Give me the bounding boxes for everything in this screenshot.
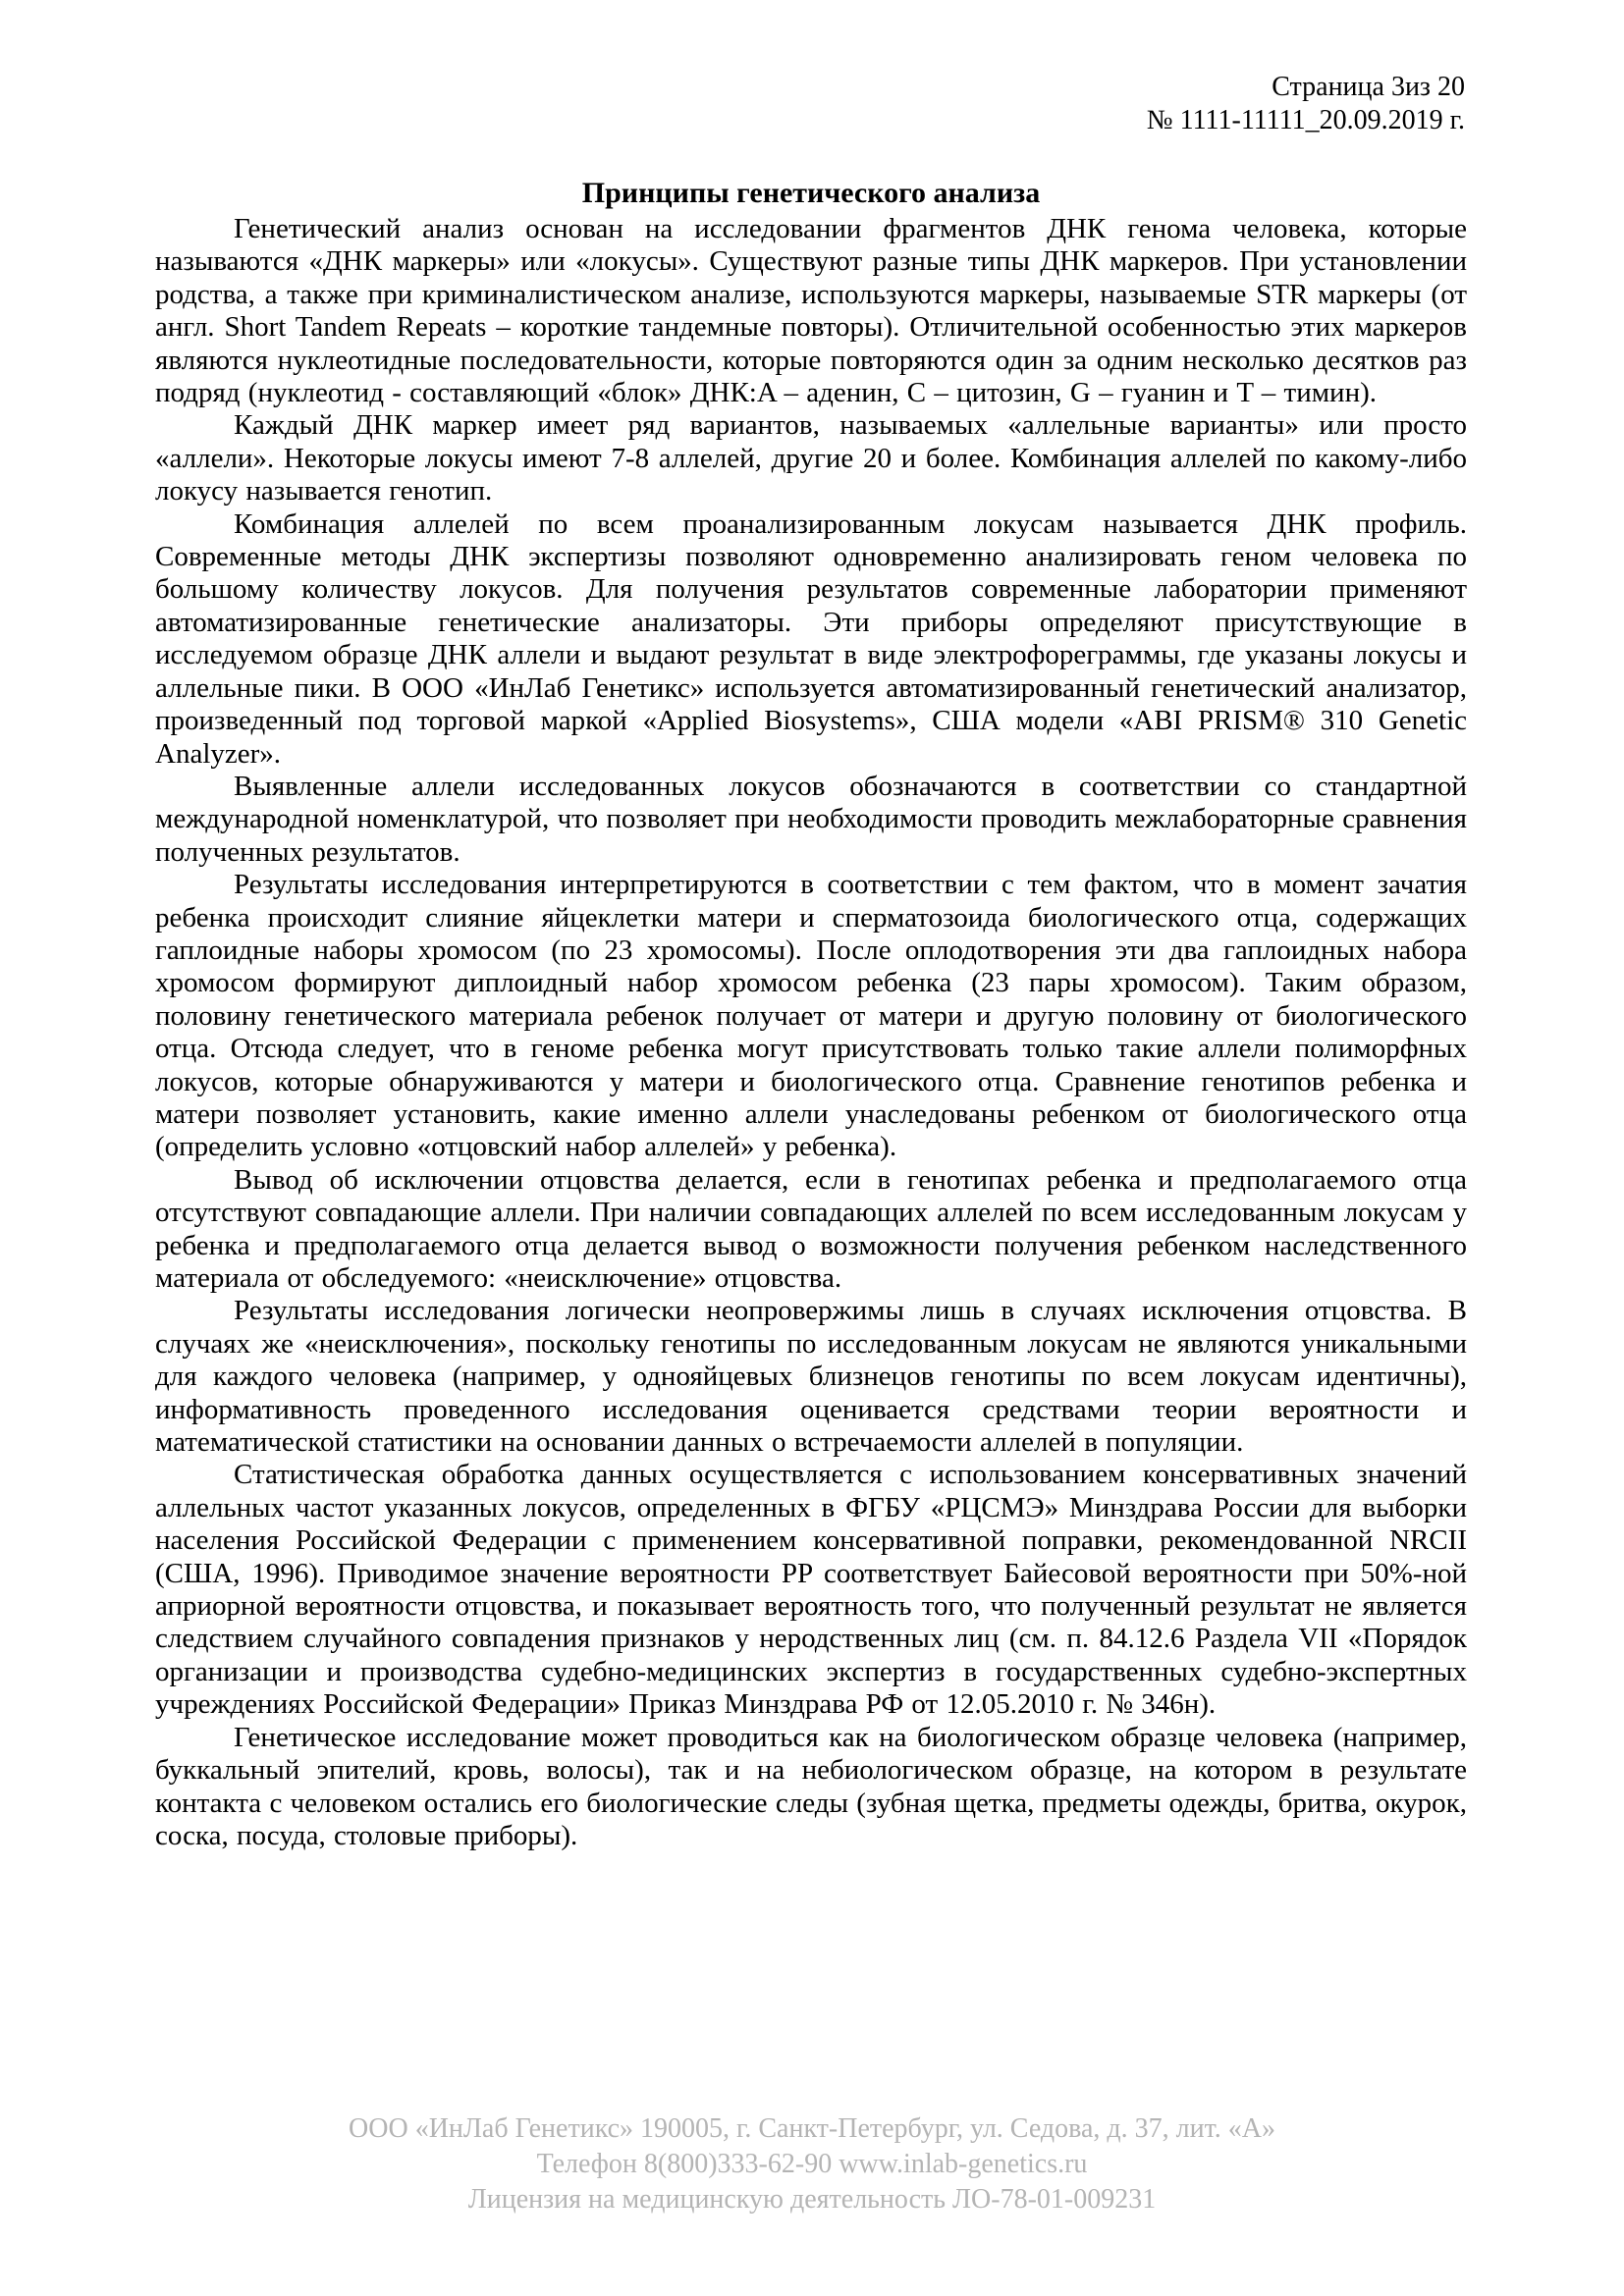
paragraph-interpretation: Результаты исследования интерпретируются в соответствии с тем фактом, что в момент зачатия ребенка происходит слияние яйцеклетки матери и сперматозоида биологического отца, содержащих гаплоидные наборы хромосом (по 23 хромосомы). После оплодотворения эти два гаплоидных набора хромосом формируют диплоидный набор хромосом ребенка (23 пары хромосом). Таким образом, половину генетического материала ребенок получает от матери и другую половину от биологического отца. Отсюда следует, что в геноме ребенка могут присутствовать только такие аллели полиморфных локусов, которые обнаруживаются у матери и биологического отца. Сравнение генотипов ребенка и матери позволяет установить, какие именно аллели унаследованы ребенком от биологического отца (определить условно «отцовский набор аллелей» у ребенка). bbox=[155, 869, 1467, 1163]
page-number-label: Страница 3из 20 bbox=[1272, 72, 1465, 102]
page-footer bbox=[0, 2111, 1624, 2217]
page-header bbox=[155, 71, 1465, 137]
paragraph-nomenclature: Выявленные аллели исследованных локусов обозначаются в соответствии со стандартной международной номенклатурой, что позволяет при необходимости проводить межлабораторные сравнения полученных результатов. bbox=[155, 770, 1467, 868]
footer-phone-website: Телефон 8(800)333-62-90 www.inlab-genetics.ru bbox=[536, 2149, 1088, 2179]
paragraph-alleles: Каждый ДНК маркер имеет ряд вариантов, называемых «аллельные варианты» или просто «аллели». Некоторые локусы имеют 7-8 аллелей, другие 20 и более. Комбинация аллелей по какому-либо локусу называется генотип. bbox=[155, 409, 1467, 507]
footer-company-address: ООО «ИнЛаб Генетикс» 190005, г. Санкт-Петербург, ул. Седова, д. 37, лит. «А» bbox=[349, 2113, 1275, 2144]
paragraph-statistics-theory: Результаты исследования логически неопровержимы лишь в случаях исключения отцовства. В случаях же «неисключения», поскольку генотипы по исследованным локусам не являются уникальными для каждого человека (например, у однояйцевых близнецов генотипы по всем локусам идентичны), информативность проведенного исследования оценивается средствами теории вероятности и математической статистики на основании данных о встречаемости аллелей в популяции. bbox=[155, 1295, 1467, 1459]
paragraph-paternity-exclusion: Вывод об исключении отцовства делается, если в генотипах ребенка и предполагаемого отца отсутствуют совпадающие аллели. При наличии совпадающих аллелей по всем исследованным локусам у ребенка и предполагаемого отца делается вывод о возможности получения ребенком наследственного материала от обследуемого: «неисключение» отцовства. bbox=[155, 1163, 1467, 1294]
document-number-label: № 1111-11111_20.09.2019 г. bbox=[1146, 105, 1465, 135]
paragraph-dna-profile: Комбинация аллелей по всем проанализированным локусам называется ДНК профиль. Современные методы ДНК экспертизы позволяют одновременно анализировать геном человека по большому количеству локусов. Для получения результатов современные лаборатории применяют автоматизированные генетические анализаторы. Эти приборы определяют присутствующие в исследуемом образце ДНК аллели и выдают результат в виде электрофореграммы, где указаны локусы и аллельные пики. В ООО «ИнЛаб Генетикс» используется автоматизированный генетический анализатор, произведенный под торговой маркой «Applied Biosystems», США модели «ABI PRISM® 310 Genetic Analyzer». bbox=[155, 507, 1467, 770]
paragraph-statistical-processing: Статистическая обработка данных осуществляется с использованием консервативных значений аллельных частот указанных локусов, определенных в ФГБУ «РЦСМЭ» Минздрава России для выборки населения Российской Федерации с применением консервативной поправки, рекомендованной NRCII (США, 1996). Приводимое значение вероятности PP соответствует Байесовой вероятности при 50%-ной априорной вероятности отцовства, и показывает вероятность того, что полученный результат не является следствием случайного совпадения признаков у неродственных лиц (см. п. 84.12.6 Раздела VII «Порядок организации и производства судебно-медицинских экспертиз в государственных судебно-экспертных учреждениях Российской Федерации» Приказ Минздрава РФ от 12.05.2010 г. № 346н). bbox=[155, 1459, 1467, 1721]
paragraph-dna-markers: Генетический анализ основан на исследовании фрагментов ДНК генома человека, которые называются «ДНК маркеры» или «локусы». Существуют разные типы ДНК маркеров. При установлении родства, а также при криминалистическом анализе, используются маркеры, называемые STR маркеры (от англ. Short Tandem Repeats – короткие тандемные повторы). Отличительной особенностью этих маркеров являются нуклеотидные последовательности, которые повторяются один за одним несколько десятков раз подряд (нуклеотид - составляющий «блок» ДНК:A – аденин, C – цитозин, G – гуанин и T – тимин). bbox=[155, 213, 1467, 409]
document-body bbox=[155, 177, 1467, 1852]
paragraph-sample-types: Генетическое исследование может проводиться как на биологическом образце человека (например, буккальный эпителий, кровь, волосы), так и на небиологическом образце, на котором в результате контакта с человеком остались его биологические следы (зубная щетка, предметы одежды, бритва, окурок, соска, посуда, столовые приборы). bbox=[155, 1721, 1467, 1851]
footer-license: Лицензия на медицинскую деятельность ЛО-78-01-009231 bbox=[467, 2184, 1157, 2215]
document-title: Принципы генетического анализа bbox=[581, 177, 1041, 209]
